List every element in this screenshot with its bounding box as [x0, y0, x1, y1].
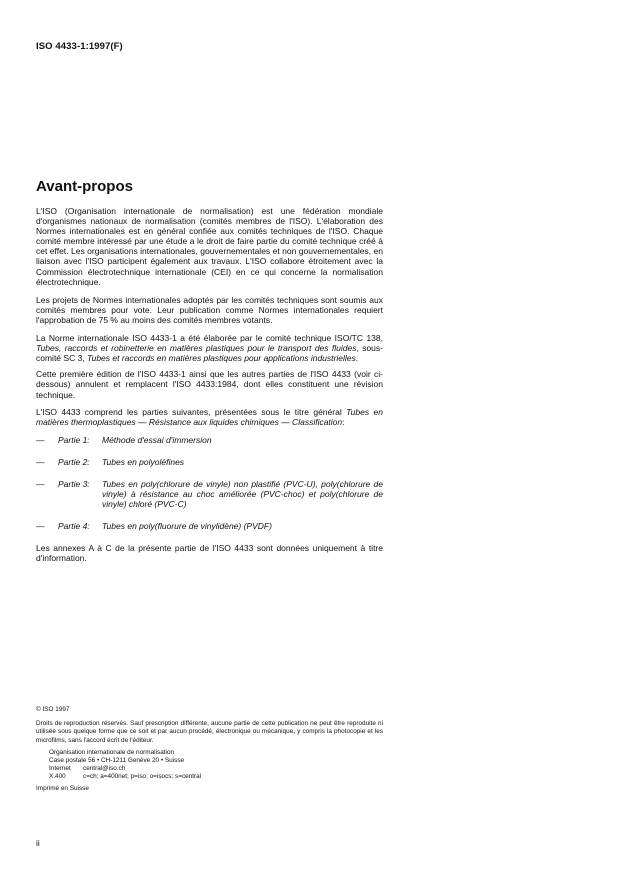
copyright-notice: © ISO 1997: [36, 706, 70, 713]
section-title: Avant-propos: [36, 178, 133, 195]
part-label: Partie 2:: [58, 456, 90, 467]
paragraph-annexes: Les annexes A à C de la présente partie de l'ISO 4433 sont données uniquement à titre d'information.: [36, 543, 383, 564]
x400-address: c=ch; a=400net; p=iso; o=isocs; s=central: [83, 773, 202, 781]
x400-label: X.400: [49, 773, 66, 781]
list-item: [36, 457, 383, 467]
address-block: [36, 749, 383, 782]
paragraph-parts-text-1: L'ISO 4433 comprend les parties suivantes, présentées sous le titre général: [36, 406, 347, 417]
list-dash: —: [36, 434, 45, 445]
paragraph-voting: Les projets de Normes internationales adoptés par les comités techniques sont soumis aux comités membres pour vote. Leur publication comme Normes internationales requiert l'approbation de 75 % au moins des comités membres votants.: [36, 294, 383, 325]
list-dash: —: [36, 478, 45, 489]
paragraph-committee-text-1: La Norme internationale ISO 4433-1 a été élaborée par le comité technique ISO/TC 138,: [36, 333, 383, 344]
part-label: Partie 4:: [58, 521, 90, 532]
paragraph-parts-intro: [36, 407, 383, 427]
internet-label: Internet: [49, 765, 71, 773]
list-dash: —: [36, 456, 45, 467]
document-header: ISO 4433-1:1997(F): [36, 41, 123, 52]
list-item: [36, 435, 383, 445]
paragraph-committee-text-2: , sous-comité SC 3,: [36, 343, 383, 364]
printed-in: Imprimé en Suisse: [36, 784, 89, 792]
list-item: [36, 479, 383, 509]
postal-address: Case postale 56 • CH-1211 Genève 20 • Suisse: [49, 757, 185, 765]
paragraph-parts-general-title: Tubes en matières thermoplastiques — Résistance aux liquides chimiques — Classification: [36, 406, 383, 427]
foreword-body: [36, 206, 383, 571]
part-label: Partie 1:: [58, 434, 90, 445]
part-description: Tubes en polyoléfines: [102, 456, 185, 467]
x400-row: [49, 773, 383, 781]
paragraph-edition: Cette première édition de l'ISO 4433-1 ainsi que les autres parties de l'ISO 4433 (voir ci-dessous) annulent et remplacent l'ISO 4433:1984, dont elles constituent une révision technique.: [36, 369, 383, 400]
paragraph-iso-intro: L'ISO (Organisation internationale de normalisation) est une fédération mondiale d'organismes nationaux de normalisation (comités membres de l'ISO). L'élaboration des Normes internationales est en général confiée aux comités techniques de l'ISO. Chaque comité membre intéressé par une étude a le droit de faire partie du comité technique créé à cet effet. Les organisations internationales, gouvernementales et non gouvernementales, en liaison avec l'ISO participent également aux travaux. L'ISO collabore étroitement avec la Commission électrotechnique internationale (CEI) en ce qui concerne la normalisation électrotechnique.: [36, 206, 383, 287]
page-number: ii: [36, 838, 40, 848]
internet-address: central@iso.ch: [83, 765, 126, 773]
paragraph-parts-text-2: :: [342, 416, 345, 427]
part-description: Tubes en poly(chlorure de vinyle) non plastifié (PVC-U), poly(chlorure de vinyle) à résistance au choc améliorée (PVC-choc) et poly(chlorure de vinyle) chloré (PVC-C): [102, 478, 383, 510]
paragraph-committee-sc-title: Tubes et raccords en matières plastiques pour applications industrielles: [87, 353, 356, 364]
part-description: Méthode d'essai d'immersion: [102, 434, 212, 445]
org-name: Organisation internationale de normalisation: [49, 748, 175, 756]
paragraph-committee: [36, 333, 383, 363]
list-dash: —: [36, 521, 45, 532]
part-label: Partie 3:: [58, 478, 90, 489]
list-item: [36, 521, 383, 531]
copyright-footer: [36, 706, 383, 793]
paragraph-committee-text-3: .: [355, 353, 359, 364]
paragraph-committee-tc-title: Tubes, raccords et robinetterie en matières plastiques pour le transport des fluides: [36, 343, 357, 354]
rights-statement: Droits de reproduction réservés. Sauf prescription différente, aucune partie de cette publication ne peut être reproduite ni utilisée sous quelque forme que ce soit et par aucun procédé, électronique ou mécanique, y compris la photocopie et les microfilms, sans l'accord écrit de l'éditeur.: [36, 720, 383, 744]
internet-row: [49, 765, 383, 773]
part-description: Tubes en poly(fluorure de vinylidène) (PVDF): [102, 521, 272, 532]
parts-list: [36, 435, 383, 532]
